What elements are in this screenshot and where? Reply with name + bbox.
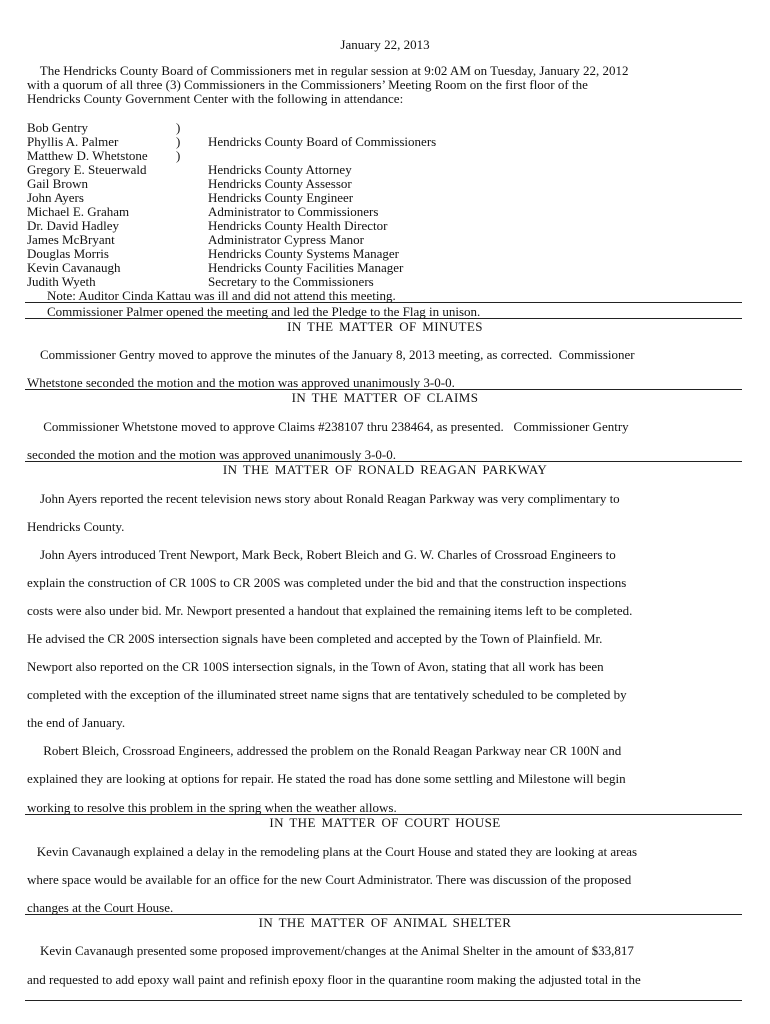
bracket: )	[176, 134, 181, 149]
attendee-role: Administrator Cypress Manor	[208, 232, 364, 247]
section-heading-animal-shelter: IN THE MATTER OF ANIMAL SHELTER	[258, 915, 512, 930]
attendee-name: Gregory E. Steuerwald	[27, 162, 147, 177]
paragraph-line: John Ayers reported the recent television news story about Ronald Reagan Parkway was very complimentary to	[27, 491, 620, 506]
paragraph-line: explain the construction of CR 100S to CR 200S was completed under the bid and that the construction inspections	[27, 575, 627, 590]
attendee-name: Dr. David Hadley	[27, 218, 120, 233]
paragraph-line: the end of January.	[27, 715, 126, 730]
attendee-role: Hendricks County Engineer	[208, 190, 354, 205]
attendee-name: Bob Gentry	[27, 120, 89, 135]
paragraph-line: Commissioner Whetstone moved to approve Claims #238107 thru 238464, as presented. Commissioner Gentry	[27, 419, 629, 434]
bracket: )	[176, 148, 181, 163]
paragraph-line: Newport also reported on the CR 100S intersection signals, in the Town of Avon, stating that all work has been	[27, 659, 604, 674]
attendee-name: Kevin Cavanaugh	[27, 260, 121, 275]
attendee-name: Michael E. Graham	[27, 204, 130, 219]
attendee-role: Hendricks County Health Director	[208, 218, 388, 233]
paragraph-line: where space would be available for an office for the new Court Administrator. There was discussion of the proposed	[27, 872, 632, 887]
attendee-name: Matthew D. Whetstone	[27, 148, 148, 163]
paragraph-line: John Ayers introduced Trent Newport, Mark Beck, Robert Bleich and G. W. Charles of Crossroad Engineers to	[27, 547, 616, 562]
divider	[25, 302, 742, 303]
attendee-name: Judith Wyeth	[27, 274, 96, 289]
paragraph-line: Kevin Cavanaugh presented some proposed improvement/changes at the Animal Shelter in the amount of $33,817	[27, 943, 634, 958]
section-heading-court-house: IN THE MATTER OF COURT HOUSE	[269, 815, 501, 830]
attendee-role: Hendricks County Facilities Manager	[208, 260, 404, 275]
intro-line: Hendricks County Government Center with the following in attendance:	[27, 91, 404, 106]
paragraph-line: and requested to add epoxy wall paint and refinish epoxy floor in the quarantine room making the adjusted total in the	[27, 972, 641, 987]
attendee-name: Gail Brown	[27, 176, 89, 191]
section-heading-ronald-reagan-parkway: IN THE MATTER OF RONALD REAGAN PARKWAY	[222, 462, 548, 477]
document-date: January 22, 2013	[340, 37, 430, 52]
attendee-role: Administrator to Commissioners	[208, 204, 379, 219]
attendee-role: Hendricks County Systems Manager	[208, 246, 400, 261]
paragraph-line: Kevin Cavanaugh explained a delay in the remodeling plans at the Court House and stated they are looking at areas	[27, 844, 638, 859]
attendee-role: Hendricks County Attorney	[208, 162, 352, 177]
paragraph-line: Hendricks County.	[27, 519, 125, 534]
attendee-name: Phyllis A. Palmer	[27, 134, 119, 149]
intro-paragraph	[27, 64, 747, 106]
paragraph-line: explained they are looking at options for repair. He stated the road has done some settling and Milestone will begin	[27, 771, 626, 786]
paragraph-line: Robert Bleich, Crossroad Engineers, addressed the problem on the Ronald Reagan Parkway near CR 100N and	[27, 743, 622, 758]
paragraph-line: completed with the exception of the illuminated street name signs that are tentatively scheduled to be completed by	[27, 687, 627, 702]
divider	[25, 1000, 742, 1001]
section-heading-minutes: IN THE MATTER OF MINUTES	[287, 319, 483, 334]
attendee-role: Hendricks County Board of Commissioners	[208, 134, 437, 149]
intro-line: with a quorum of all three (3) Commissioners in the Commissioners’ Meeting Room on the first floor of the	[27, 77, 588, 92]
attendee-name: John Ayers	[27, 190, 84, 205]
attendee-name: James McBryant	[27, 232, 115, 247]
paragraph-line: Commissioner Gentry moved to approve the minutes of the January 8, 2013 meeting, as corrected. Commissioner	[27, 347, 635, 362]
attendee-role: Hendricks County Assessor	[208, 176, 352, 191]
section-heading-claims: IN THE MATTER OF CLAIMS	[291, 390, 479, 405]
paragraph-line: working to resolve this problem in the spring when the weather allows.	[27, 800, 397, 815]
bracket: )	[176, 120, 181, 135]
paragraph-line: Whetstone seconded the motion and the motion was approved unanimously 3-0-0.	[27, 375, 455, 390]
paragraph-line: He advised the CR 200S intersection signals have been completed and accepted by the Town of Plainfield. Mr.	[27, 631, 603, 646]
paragraph-line: changes at the Court House.	[27, 900, 174, 915]
attendee-role: Secretary to the Commissioners	[208, 274, 374, 289]
paragraph-line: seconded the motion and the motion was approved unanimously 3-0-0.	[27, 447, 396, 462]
pledge-text: Commissioner Palmer opened the meeting and led the Pledge to the Flag in unison.	[47, 304, 481, 319]
paragraph-line: costs were also under bid. Mr. Newport presented a handout that explained the remaining items left to be completed.	[27, 603, 633, 618]
intro-line: The Hendricks County Board of Commissioners met in regular session at 9:02 AM on Tuesday, January 22, 2012	[27, 63, 629, 78]
attendee-name: Douglas Morris	[27, 246, 109, 261]
absence-note: Note: Auditor Cinda Kattau was ill and did not attend this meeting.	[47, 288, 396, 303]
